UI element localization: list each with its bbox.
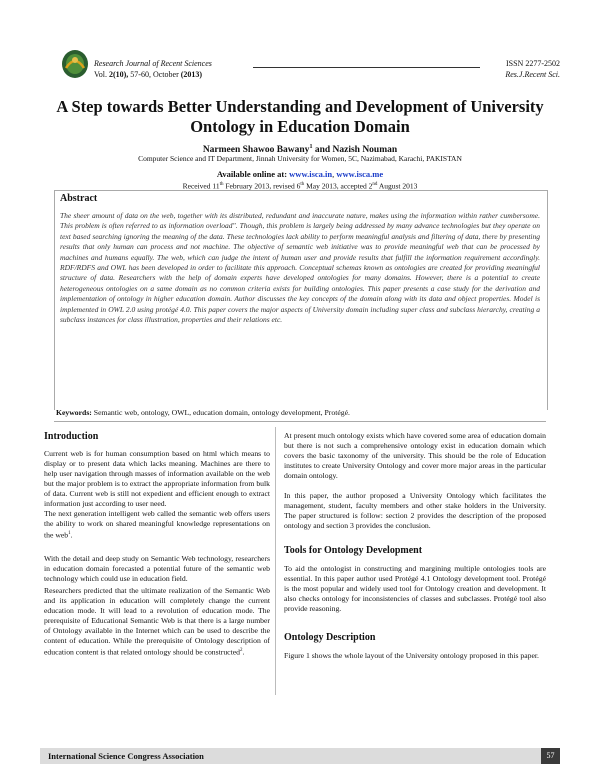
issn: ISSN 2277-2502 [505, 59, 560, 68]
authors: Narmeen Shawoo Bawany$^1$ and Nazish Nouman [202, 144, 398, 156]
paragraph: In this paper, the author proposed a University Ontology which facilitates the management, student, faculty members and other stake holders in the University. The paper structured is follow: section 2 provides the description of the proposed ontology and section 3 provides the conclusion. [284, 491, 546, 530]
paragraph: To aid the ontologist in constructing and margining multiple ontologies tools are essential. In this paper author used Protégé 4.1 Ontology development tool. Protégé is the most popular and widely used tool for Ontology creation and development. It also checks ontology for inconsistencies of classes and subclasses. Protégé tool also provide reasoning. [284, 564, 546, 613]
section-heading-ontology-description: Ontology Description [284, 632, 376, 643]
journal-name: Research Journal of Recent Sciences [94, 59, 212, 68]
footer-organization: International Science Congress Association [48, 751, 204, 761]
header-rule [253, 67, 480, 68]
journal-logo-icon [60, 48, 90, 80]
affiliation: Computer Science and IT Department, Jinnah University for Women, 5C, Nazimabad, Karachi, PAKISTAN [138, 154, 462, 163]
paragraph: At present much ontology exists which have covered some area of education domain but there is not such a comprehensive ontology exist in education domain which covers the basic taxonomy of the university. This should be the role of Education institutes to create University Ontology and cover more major areas in the particular domain ontology. [284, 431, 546, 480]
paragraph: With the detail and deep study on Semantic Web technology, researchers in education domain forecasted a potential future of the semantic web technology which could use in education field. [44, 554, 270, 583]
keywords-rule [54, 421, 546, 422]
available-online: Available online at: www.isca.in, www.isca.me [216, 169, 384, 179]
received-dates: Received 11th February 2013, revised 6th May 2013, accepted 2nd August 2013 [182, 181, 418, 191]
journal-short-name: Res.J.Recent Sci. [505, 70, 560, 79]
volume-info: Vol. 2(10), 57-60, October (2013) [94, 70, 203, 79]
abstract-text: The sheer amount of data on the web, together with its distributed, redundant and inaccurate nature, makes using the information within rather cumbersome. This problem is often referred to as information overload". Though, this problem is largely being addressed by many advance technologies but they operate on text based searching ignoring the meaning of the data. These technologies lack ability to perform meaningful analysis and filtering of data, there by presenting results that only human can process and not machine. The objective of semantic web initiative was to provide meaningful web that can be processed by machines and humans equally. The web, which can judge the intent of human user and provide results that fulfill the information requirement accordingly. RDF/RDFS and OWL has been developed in order to facilitate this approach. Conceptual schemas known as ontologies are created for providing meaningful structure of data. Researchers with the help of domain experts have developed ontologies for many domains. However, there is a potential to create heterogeneous ontologies on a same domain as no common criteria exists for building ontologies. This paper presents a case study for the derivation and implementation of ontology in higher education domain. Author discusses the key concepts of the domain along with its data and object properties. Model is implemented in OWL 2.0 using protégé 4.0. This paper covers the major aspects of University domain including super class and subclass hierarchy, creating a subclass instances for class illustration, properties and their relations etc. [60, 211, 540, 325]
paragraph: The next generation intelligent web called the semantic web offers users the ability to work on shared meaningful knowledge representations on the web$^1$. [44, 509, 270, 540]
paragraph: Figure 1 shows the whole layout of the University ontology proposed in this paper. [284, 651, 539, 660]
paper-title: A Step towards Better Understanding and Development of University Ontology in Education Domain [56, 97, 544, 136]
keywords: Keywords: Semantic web, ontology, OWL, education domain, ontology development, Protégé. [56, 408, 350, 417]
section-heading-tools: Tools for Ontology Development [284, 545, 423, 556]
site-link-isca-in[interactable]: www.isca.in [289, 169, 333, 179]
paragraph: Researchers predicted that the ultimate realization of the Semantic Web and its application in education will completely change the current education mode. It will lead to a revolution of education mode. The prerequisite of Educational Semantic Web is that there is a large number of Ontology available in the Internet which can be used to describe the content of education. While the prerequisite of Ontology description of education content is that related ontology should be constructed$^2$. [44, 586, 270, 657]
page-number: 57 [541, 748, 560, 764]
section-heading-introduction: Introduction [44, 431, 99, 442]
paragraph: Current web is for human consumption based on html which means to display or to present data which lacks meaning. Machines are there to help user navigation through masses of information available on the web but the major problem is to extract the appropriate information from bulk of data. Current web is still not expedient and efficient enough to extract information just according to user need. [44, 449, 270, 508]
site-link-isca-me[interactable]: www.isca.me [336, 169, 384, 179]
abstract-heading: Abstract [60, 193, 98, 204]
